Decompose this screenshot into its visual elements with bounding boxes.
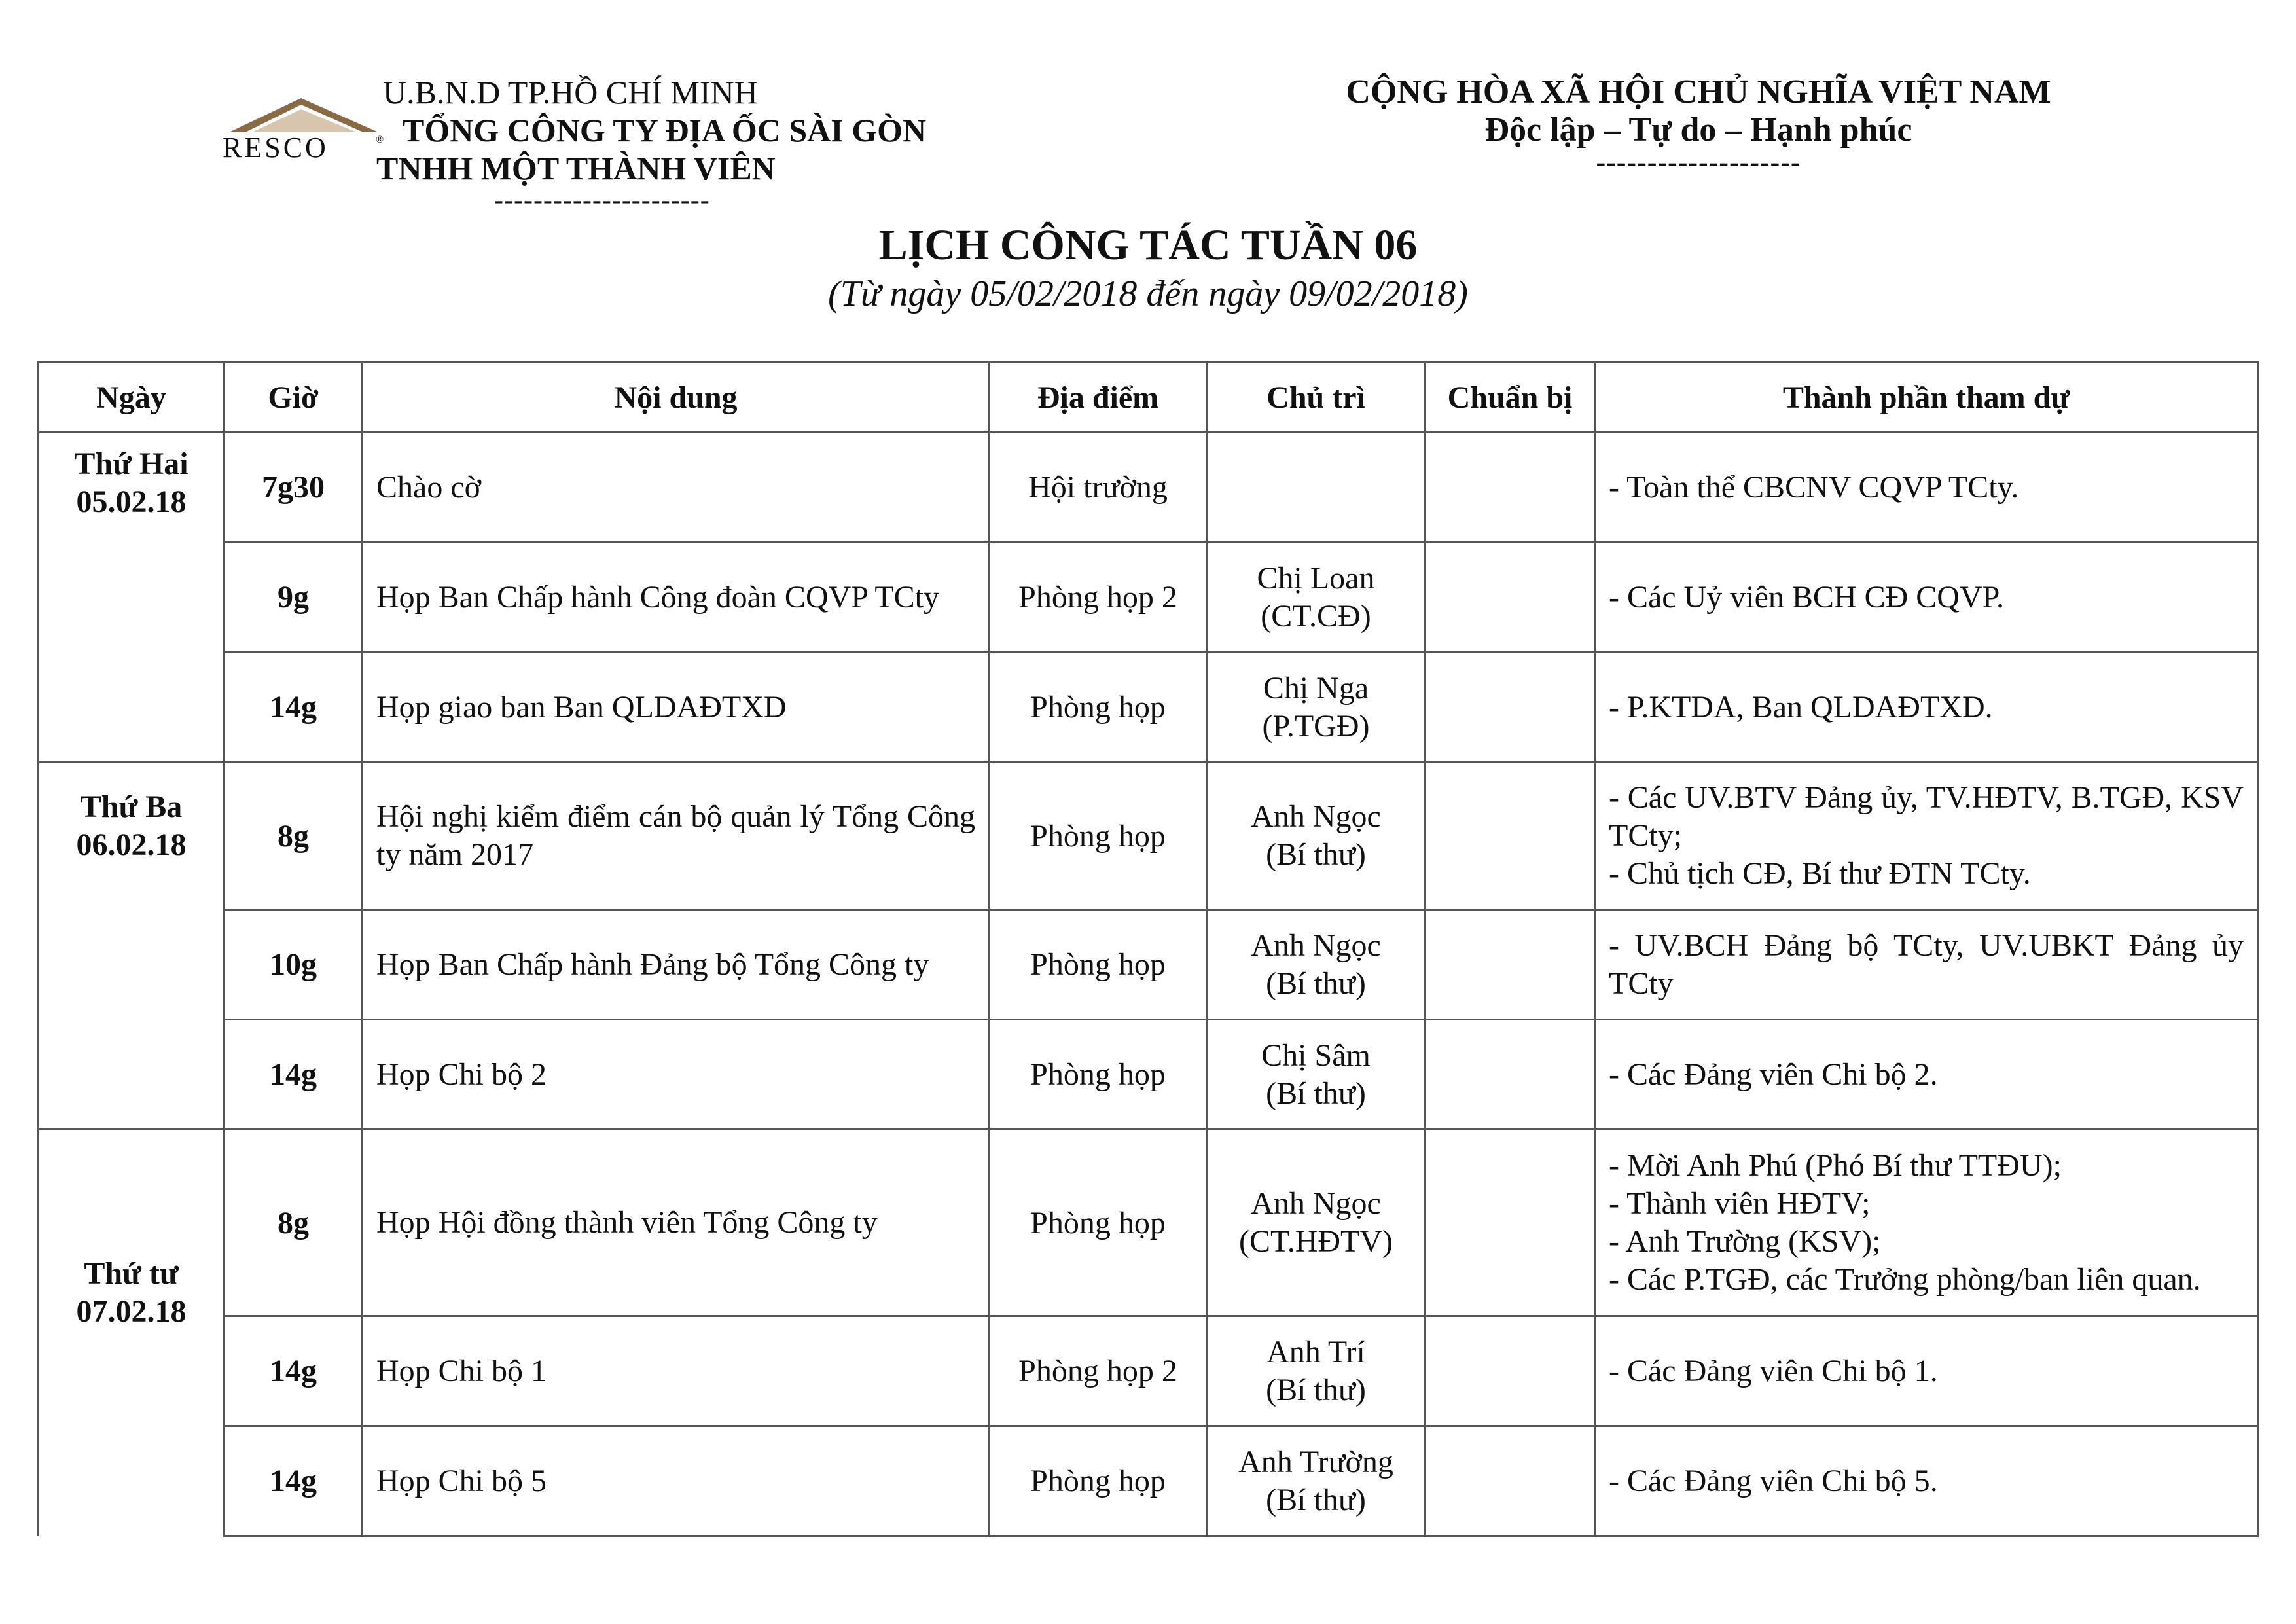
table-row xyxy=(39,543,2258,653)
attendees-cell: - Mời Anh Phú (Phó Bí thư TTĐU); - Thành viên HĐTV; - Anh Trường (KSV); - Các P.TGĐ, các Trưởng phòng/ban liên quan. xyxy=(1595,1130,2258,1316)
location-cell: Phòng họp xyxy=(990,1020,1207,1130)
time-cell: 14g xyxy=(224,1316,363,1426)
header-content: Nội dung xyxy=(363,363,990,433)
content-cell: Họp Hội đồng thành viên Tổng Công ty xyxy=(363,1130,990,1316)
day-cell: Thứ Ba 06.02.18 xyxy=(39,763,224,1130)
national-header xyxy=(1296,73,2101,178)
content-cell: Chào cờ xyxy=(363,433,990,543)
attendees-cell: - Các Uỷ viên BCH CĐ CQVP. xyxy=(1595,543,2258,653)
prep-cell xyxy=(1426,653,1595,763)
header-location: Địa điểm xyxy=(990,363,1207,433)
table-row xyxy=(39,1130,2258,1316)
table-row xyxy=(39,910,2258,1020)
org-line-3: TNHH MỘT THÀNH VIÊN xyxy=(376,150,776,187)
table-row xyxy=(39,433,2258,543)
logo-text: RESCO xyxy=(223,132,329,164)
attendees-cell: - Các Đảng viên Chi bộ 1. xyxy=(1595,1316,2258,1426)
time-cell: 8g xyxy=(224,1130,363,1316)
prep-cell xyxy=(1426,543,1595,653)
content-cell: Họp Ban Chấp hành Công đoàn CQVP TCty xyxy=(363,543,990,653)
host-cell: Chị Nga (P.TGĐ) xyxy=(1207,653,1426,763)
page-title: LỊCH CÔNG TÁC TUẦN 06 xyxy=(878,221,1418,269)
table-header-row xyxy=(39,363,2258,433)
prep-cell xyxy=(1426,763,1595,910)
prep-cell xyxy=(1426,433,1595,543)
location-cell: Hội trường xyxy=(990,433,1207,543)
location-cell: Phòng họp xyxy=(990,1426,1207,1536)
org-line-1: U.B.N.D TP.HỒ CHÍ MINH xyxy=(383,74,758,111)
content-cell: Hội nghị kiểm điểm cán bộ quản lý Tổng Công ty năm 2017 xyxy=(363,763,990,910)
location-cell: Phòng họp xyxy=(990,1130,1207,1316)
location-cell: Phòng họp xyxy=(990,910,1207,1020)
location-cell: Phòng họp 2 xyxy=(990,543,1207,653)
attendees-cell: - Toàn thể CBCNV CQVP TCty. xyxy=(1595,433,2258,543)
host-cell: Anh Trường (Bí thư) xyxy=(1207,1426,1426,1536)
time-cell: 14g xyxy=(224,1426,363,1536)
location-cell: Phòng họp 2 xyxy=(990,1316,1207,1426)
resco-logo-mark xyxy=(216,92,386,164)
nation-line-2: Độc lập – Tự do – Hạnh phúc xyxy=(1484,111,1912,149)
header-day: Ngày xyxy=(39,363,224,433)
schedule-table xyxy=(37,361,2259,1537)
attendees-cell: - Các Đảng viên Chi bộ 5. xyxy=(1595,1426,2258,1536)
time-cell: 7g30 xyxy=(224,433,363,543)
location-cell: Phòng họp xyxy=(990,653,1207,763)
time-cell: 9g xyxy=(224,543,363,653)
host-cell: Anh Ngọc (Bí thư) xyxy=(1207,763,1426,910)
header-prep: Chuẩn bị xyxy=(1426,363,1595,433)
day-cell: Thứ tư 07.02.18 xyxy=(39,1130,224,1536)
time-cell: 14g xyxy=(224,653,363,763)
content-cell: Họp Ban Chấp hành Đảng bộ Tổng Công ty xyxy=(363,910,990,1020)
content-cell: Họp giao ban Ban QLDAĐTXD xyxy=(363,653,990,763)
host-cell xyxy=(1207,433,1426,543)
header-time: Giờ xyxy=(224,363,363,433)
table-row xyxy=(39,1020,2258,1130)
prep-cell xyxy=(1426,910,1595,1020)
table-row xyxy=(39,763,2258,910)
content-cell: Họp Chi bộ 1 xyxy=(363,1316,990,1426)
content-cell: Họp Chi bộ 5 xyxy=(363,1426,990,1536)
organization-header xyxy=(376,73,965,213)
header-attendees: Thành phần tham dự xyxy=(1595,363,2258,433)
attendees-cell: - P.KTDA, Ban QLDAĐTXD. xyxy=(1595,653,2258,763)
page-subtitle: (Từ ngày 05/02/2018 đến ngày 09/02/2018) xyxy=(828,274,1468,314)
time-cell: 10g xyxy=(224,910,363,1020)
prep-cell xyxy=(1426,1130,1595,1316)
header-host: Chủ trì xyxy=(1207,363,1426,433)
host-cell: Chị Loan (CT.CĐ) xyxy=(1207,543,1426,653)
host-cell: Anh Ngọc (Bí thư) xyxy=(1207,910,1426,1020)
prep-cell xyxy=(1426,1316,1595,1426)
prep-cell xyxy=(1426,1020,1595,1130)
nation-divider: -------------------- xyxy=(1596,146,1801,178)
attendees-cell: - UV.BCH Đảng bộ TCty, UV.UBKT Đảng ủy TCty xyxy=(1595,910,2258,1020)
day-cell: Thứ Hai 05.02.18 xyxy=(39,433,224,763)
attendees-cell: - Các UV.BTV Đảng ủy, TV.HĐTV, B.TGĐ, KSV TCty; - Chủ tịch CĐ, Bí thư ĐTN TCty. xyxy=(1595,763,2258,910)
content-cell: Họp Chi bộ 2 xyxy=(363,1020,990,1130)
resco-logo xyxy=(216,92,386,164)
host-cell: Anh Trí (Bí thư) xyxy=(1207,1316,1426,1426)
org-line-2: TỔNG CÔNG TY ĐỊA ỐC SÀI GÒN xyxy=(403,112,927,149)
table-row xyxy=(39,653,2258,763)
time-cell: 8g xyxy=(224,763,363,910)
location-cell: Phòng họp xyxy=(990,763,1207,910)
host-cell: Anh Ngọc (CT.HĐTV) xyxy=(1207,1130,1426,1316)
host-cell: Chị Sâm (Bí thư) xyxy=(1207,1020,1426,1130)
prep-cell xyxy=(1426,1426,1595,1536)
logo-registered-mark: ® xyxy=(376,134,384,145)
table-row xyxy=(39,1316,2258,1426)
time-cell: 14g xyxy=(224,1020,363,1130)
table-row xyxy=(39,1426,2258,1536)
nation-line-1: CỘNG HÒA XÃ HỘI CHỦ NGHĨA VIỆT NAM xyxy=(1346,73,2051,111)
org-divider: ---------------------- xyxy=(494,185,710,215)
attendees-cell: - Các Đảng viên Chi bộ 2. xyxy=(1595,1020,2258,1130)
